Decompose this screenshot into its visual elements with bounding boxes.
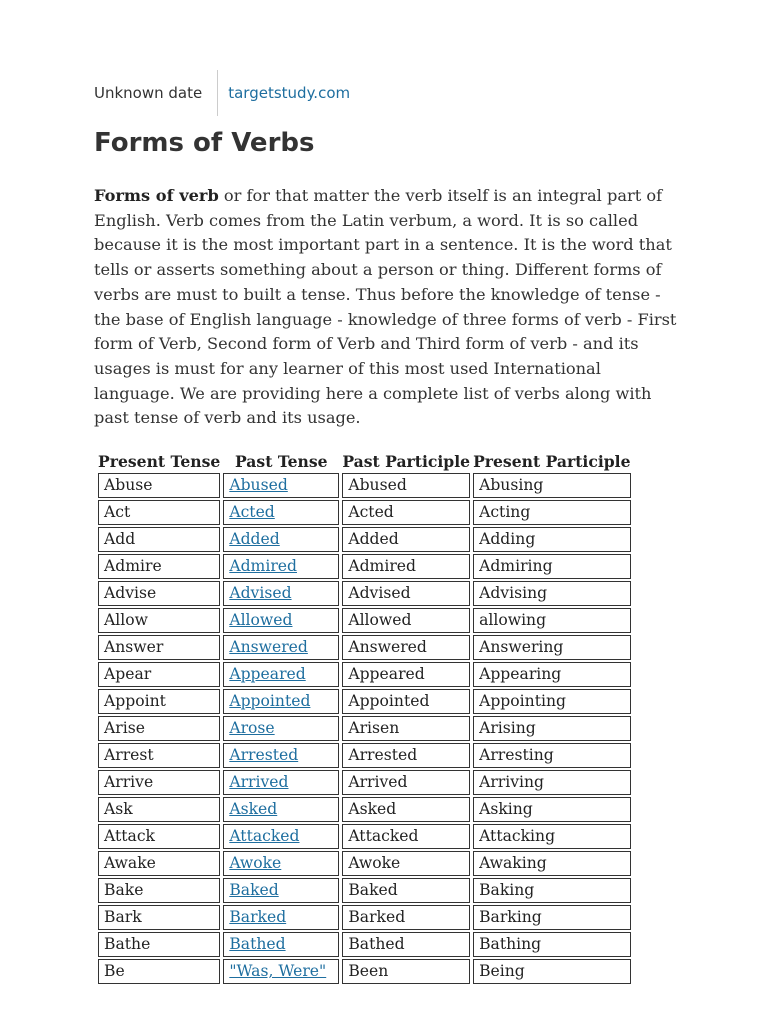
present-tense-cell: Attack	[98, 824, 220, 849]
present-tense-cell: Arrest	[98, 743, 220, 768]
present-participle-cell: Answering	[473, 635, 630, 660]
past-tense-cell	[223, 770, 339, 795]
present-participle-cell: Asking	[473, 797, 630, 822]
present-tense-cell: Bake	[98, 878, 220, 903]
page-title: Forms of Verbs	[94, 128, 315, 158]
present-participle-cell: Admiring	[473, 554, 630, 579]
article-meta	[94, 70, 350, 116]
past-tense-cell	[223, 824, 339, 849]
past-tense-link[interactable]: "Was, Were"	[229, 962, 327, 980]
past-participle-cell: Arrested	[342, 743, 470, 768]
table-row	[98, 878, 631, 903]
table-row	[98, 689, 631, 714]
table-row	[98, 608, 631, 633]
past-tense-link[interactable]: Admired	[229, 557, 297, 575]
present-tense-cell: Apear	[98, 662, 220, 687]
header-past-participle: Past Participle	[342, 452, 471, 471]
past-tense-link[interactable]: Added	[229, 530, 280, 548]
present-tense-cell: Advise	[98, 581, 220, 606]
present-tense-cell: Act	[98, 500, 220, 525]
table-row	[98, 905, 631, 930]
past-participle-cell: Barked	[342, 905, 470, 930]
present-participle-cell: Being	[473, 959, 630, 984]
present-participle-cell: Abusing	[473, 473, 630, 498]
past-participle-cell: Appointed	[342, 689, 470, 714]
past-tense-cell	[223, 581, 339, 606]
present-participle-cell: Arising	[473, 716, 630, 741]
past-participle-cell: Admired	[342, 554, 470, 579]
past-tense-link[interactable]: Baked	[229, 881, 279, 899]
past-participle-cell: Appeared	[342, 662, 470, 687]
present-participle-cell: Arresting	[473, 743, 630, 768]
present-tense-cell: Add	[98, 527, 220, 552]
past-participle-cell: Asked	[342, 797, 470, 822]
table-row	[98, 824, 631, 849]
past-tense-cell	[223, 689, 339, 714]
present-tense-cell: Arise	[98, 716, 220, 741]
past-participle-cell: Added	[342, 527, 470, 552]
present-tense-cell: Awake	[98, 851, 220, 876]
present-tense-cell: Allow	[98, 608, 220, 633]
table-row	[98, 716, 631, 741]
present-participle-cell: Awaking	[473, 851, 630, 876]
past-tense-link[interactable]: Arose	[229, 719, 275, 737]
past-participle-cell: Allowed	[342, 608, 470, 633]
past-tense-link[interactable]: Advised	[229, 584, 292, 602]
article-date: Unknown date	[94, 70, 218, 116]
past-tense-link[interactable]: Appointed	[229, 692, 311, 710]
present-tense-cell: Admire	[98, 554, 220, 579]
intro-paragraph	[94, 184, 684, 431]
table-row	[98, 797, 631, 822]
past-tense-cell	[223, 608, 339, 633]
present-tense-cell: Arrive	[98, 770, 220, 795]
past-participle-cell: Arrived	[342, 770, 470, 795]
verb-forms-table	[95, 450, 634, 986]
present-tense-cell: Answer	[98, 635, 220, 660]
present-tense-cell: Bark	[98, 905, 220, 930]
table-row	[98, 581, 631, 606]
past-tense-link[interactable]: Arrived	[229, 773, 289, 791]
page-bottom-margin	[0, 988, 768, 1024]
past-participle-cell: Been	[342, 959, 470, 984]
past-tense-cell	[223, 635, 339, 660]
present-tense-cell: Be	[98, 959, 220, 984]
table-row	[98, 959, 631, 984]
past-tense-link[interactable]: Awoke	[229, 854, 282, 872]
past-participle-cell: Baked	[342, 878, 470, 903]
past-tense-link[interactable]: Appeared	[229, 665, 306, 683]
table-row	[98, 554, 631, 579]
table-row	[98, 770, 631, 795]
present-participle-cell: Appointing	[473, 689, 630, 714]
table-row	[98, 662, 631, 687]
table-row	[98, 743, 631, 768]
past-participle-cell: Advised	[342, 581, 470, 606]
present-participle-cell: Acting	[473, 500, 630, 525]
past-participle-cell: Answered	[342, 635, 470, 660]
present-tense-cell: Bathe	[98, 932, 220, 957]
past-tense-link[interactable]: Answered	[229, 638, 308, 656]
header-past-tense: Past Tense	[235, 452, 328, 471]
past-tense-link[interactable]: Acted	[229, 503, 275, 521]
source-link[interactable]: targetstudy.com	[228, 84, 351, 102]
present-participle-cell: allowing	[473, 608, 630, 633]
past-tense-cell	[223, 851, 339, 876]
present-participle-cell: Attacking	[473, 824, 630, 849]
table-row	[98, 500, 631, 525]
past-tense-link[interactable]: Arrested	[229, 746, 299, 764]
table-row	[98, 527, 631, 552]
present-participle-cell: Barking	[473, 905, 630, 930]
past-tense-cell	[223, 473, 339, 498]
past-tense-cell	[223, 959, 339, 984]
present-participle-cell: Adding	[473, 527, 630, 552]
past-tense-cell	[223, 905, 339, 930]
past-tense-link[interactable]: Allowed	[229, 611, 293, 629]
present-participle-cell: Arriving	[473, 770, 630, 795]
past-participle-cell: Awoke	[342, 851, 470, 876]
past-participle-cell: Acted	[342, 500, 470, 525]
past-tense-link[interactable]: Asked	[229, 800, 278, 818]
past-tense-cell	[223, 716, 339, 741]
past-tense-cell	[223, 932, 339, 957]
present-tense-cell: Ask	[98, 797, 220, 822]
intro-bold-term: Forms of verb	[94, 186, 219, 205]
past-tense-link[interactable]: Bathed	[229, 935, 286, 953]
past-tense-link[interactable]: Abused	[229, 476, 288, 494]
past-participle-cell: Attacked	[342, 824, 470, 849]
past-participle-cell: Arisen	[342, 716, 470, 741]
past-tense-cell	[223, 527, 339, 552]
past-participle-cell: Abused	[342, 473, 470, 498]
past-tense-link[interactable]: Barked	[229, 908, 287, 926]
past-tense-cell	[223, 554, 339, 579]
past-tense-cell	[223, 500, 339, 525]
header-present-participle: Present Participle	[473, 452, 631, 471]
present-participle-cell: Appearing	[473, 662, 630, 687]
intro-text: or for that matter the verb itself is an integral part of English. Verb comes from the Latin verbum, a word. It is so called because it is the most important part in a sentence. It is the word that tells or asserts something about a person or thing. Different forms of verbs are must to built a tense. Thus before the knowledge of tense - the base of English language - knowledge of three forms of verb - First form of Verb, Second form of Verb and Third form of verb - and its usages is must for any learner of this most used International language. We are providing here a complete list of verbs along with past tense of verb and its usage.	[94, 186, 677, 428]
present-participle-cell: Bathing	[473, 932, 630, 957]
present-tense-cell: Abuse	[98, 473, 220, 498]
header-present-tense: Present Tense	[98, 452, 221, 471]
table-row	[98, 635, 631, 660]
past-tense-cell	[223, 743, 339, 768]
past-tense-link[interactable]: Attacked	[229, 827, 300, 845]
past-participle-cell: Bathed	[342, 932, 470, 957]
past-tense-cell	[223, 878, 339, 903]
past-tense-cell	[223, 797, 339, 822]
table-header-row	[98, 452, 631, 471]
table-row	[98, 932, 631, 957]
past-tense-cell	[223, 662, 339, 687]
present-participle-cell: Advising	[473, 581, 630, 606]
present-tense-cell: Appoint	[98, 689, 220, 714]
table-row	[98, 473, 631, 498]
present-participle-cell: Baking	[473, 878, 630, 903]
table-row	[98, 851, 631, 876]
